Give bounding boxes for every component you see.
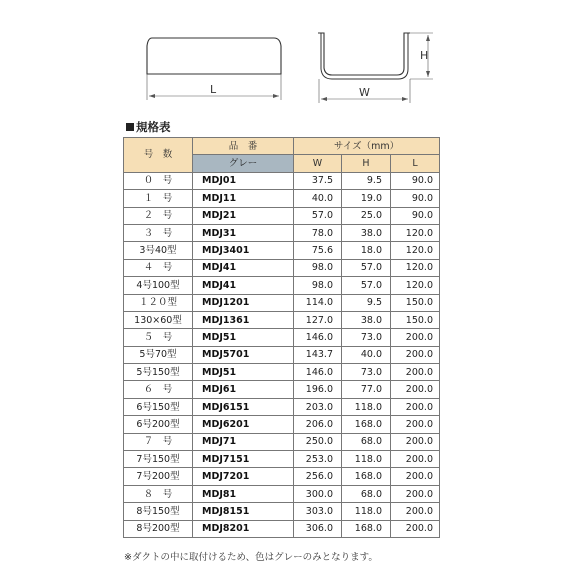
row-l-cell: 200.0: [391, 381, 440, 398]
row-l-cell: 150.0: [391, 294, 440, 311]
table-row: [124, 294, 440, 311]
row-l-cell: 120.0: [391, 259, 440, 276]
height-dimension-label: H: [420, 49, 429, 62]
header-color-gray: グレー: [193, 155, 294, 172]
table-row: [124, 364, 440, 381]
table-row: [124, 416, 440, 433]
row-name-cell: 6号150型: [124, 398, 193, 415]
table-body: [124, 172, 440, 537]
row-l-cell: 200.0: [391, 433, 440, 450]
row-name-cell: 5号150型: [124, 364, 193, 381]
row-h-cell: 73.0: [342, 364, 391, 381]
row-w-cell: 146.0: [294, 364, 342, 381]
row-l-cell: 200.0: [391, 485, 440, 502]
row-l-cell: 90.0: [391, 190, 440, 207]
length-dimension-label: L: [210, 83, 217, 96]
table-row: [124, 242, 440, 259]
row-l-cell: 200.0: [391, 346, 440, 363]
row-h-cell: 118.0: [342, 503, 391, 520]
row-name-cell: ２ 号: [124, 207, 193, 224]
header-product-code: 品 番: [193, 138, 294, 155]
row-w-cell: 256.0: [294, 468, 342, 485]
row-code-cell: MDJ11: [193, 190, 294, 207]
row-code-cell: MDJ6201: [193, 416, 294, 433]
spec-table: [123, 137, 440, 538]
header-l: L: [391, 155, 440, 172]
row-name-cell: 8号200型: [124, 520, 193, 537]
row-name-cell: ６ 号: [124, 381, 193, 398]
row-h-cell: 9.5: [342, 294, 391, 311]
row-l-cell: 90.0: [391, 207, 440, 224]
table-row: [124, 520, 440, 537]
row-h-cell: 18.0: [342, 242, 391, 259]
row-l-cell: 200.0: [391, 520, 440, 537]
row-w-cell: 306.0: [294, 520, 342, 537]
product-drawings: [0, 0, 564, 110]
section-title-text: 規格表: [136, 120, 171, 134]
row-h-cell: 73.0: [342, 329, 391, 346]
row-l-cell: 120.0: [391, 242, 440, 259]
row-code-cell: MDJ01: [193, 172, 294, 189]
row-code-cell: MDJ81: [193, 485, 294, 502]
row-w-cell: 253.0: [294, 451, 342, 468]
header-number: 号 数: [124, 138, 193, 173]
row-code-cell: MDJ71: [193, 433, 294, 450]
table-row: [124, 207, 440, 224]
row-w-cell: 78.0: [294, 224, 342, 241]
row-code-cell: MDJ7201: [193, 468, 294, 485]
table-row: [124, 451, 440, 468]
row-w-cell: 40.0: [294, 190, 342, 207]
row-h-cell: 38.0: [342, 311, 391, 328]
row-l-cell: 200.0: [391, 451, 440, 468]
row-name-cell: 7号200型: [124, 468, 193, 485]
row-w-cell: 300.0: [294, 485, 342, 502]
table-row: [124, 329, 440, 346]
row-name-cell: 5号70型: [124, 346, 193, 363]
row-name-cell: １ 号: [124, 190, 193, 207]
row-l-cell: 200.0: [391, 329, 440, 346]
table-row: [124, 277, 440, 294]
table-row: [124, 259, 440, 276]
row-h-cell: 57.0: [342, 277, 391, 294]
row-name-cell: ０ 号: [124, 172, 193, 189]
row-w-cell: 114.0: [294, 294, 342, 311]
row-name-cell: ３ 号: [124, 224, 193, 241]
table-header-row: [124, 138, 440, 155]
row-name-cell: １２０型: [124, 294, 193, 311]
square-bullet-icon: [126, 123, 134, 131]
header-size: サイズ（mm）: [294, 138, 440, 155]
row-code-cell: MDJ51: [193, 364, 294, 381]
row-h-cell: 68.0: [342, 433, 391, 450]
table-row: [124, 433, 440, 450]
row-name-cell: ４ 号: [124, 259, 193, 276]
row-name-cell: 8号150型: [124, 503, 193, 520]
footnote: ※ダクトの中に取付けるため、色はグレーのみとなります。: [124, 552, 378, 563]
row-h-cell: 57.0: [342, 259, 391, 276]
row-w-cell: 250.0: [294, 433, 342, 450]
row-l-cell: 120.0: [391, 277, 440, 294]
row-code-cell: MDJ41: [193, 277, 294, 294]
cross-section-drawing: [318, 33, 433, 103]
row-name-cell: 3号40型: [124, 242, 193, 259]
row-w-cell: 203.0: [294, 398, 342, 415]
width-dimension-label: W: [359, 86, 370, 99]
row-w-cell: 206.0: [294, 416, 342, 433]
row-w-cell: 37.5: [294, 172, 342, 189]
row-h-cell: 168.0: [342, 416, 391, 433]
table-row: [124, 503, 440, 520]
row-l-cell: 90.0: [391, 172, 440, 189]
row-l-cell: 200.0: [391, 398, 440, 415]
row-name-cell: 130×60型: [124, 311, 193, 328]
table-row: [124, 381, 440, 398]
table-row: [124, 468, 440, 485]
row-h-cell: 118.0: [342, 451, 391, 468]
row-code-cell: MDJ41: [193, 259, 294, 276]
table-row: [124, 224, 440, 241]
table-row: [124, 398, 440, 415]
row-w-cell: 146.0: [294, 329, 342, 346]
row-code-cell: MDJ6151: [193, 398, 294, 415]
row-name-cell: ７ 号: [124, 433, 193, 450]
row-name-cell: ５ 号: [124, 329, 193, 346]
row-l-cell: 200.0: [391, 468, 440, 485]
row-w-cell: 98.0: [294, 259, 342, 276]
row-code-cell: MDJ8151: [193, 503, 294, 520]
section-title: [126, 119, 171, 135]
row-h-cell: 77.0: [342, 381, 391, 398]
row-name-cell: ８ 号: [124, 485, 193, 502]
table-row: [124, 172, 440, 189]
row-h-cell: 168.0: [342, 468, 391, 485]
row-w-cell: 127.0: [294, 311, 342, 328]
row-h-cell: 40.0: [342, 346, 391, 363]
row-name-cell: 6号200型: [124, 416, 193, 433]
row-w-cell: 143.7: [294, 346, 342, 363]
row-code-cell: MDJ1201: [193, 294, 294, 311]
row-h-cell: 68.0: [342, 485, 391, 502]
table-row: [124, 311, 440, 328]
row-code-cell: MDJ1361: [193, 311, 294, 328]
row-name-cell: 4号100型: [124, 277, 193, 294]
row-w-cell: 98.0: [294, 277, 342, 294]
row-h-cell: 9.5: [342, 172, 391, 189]
row-code-cell: MDJ3401: [193, 242, 294, 259]
row-name-cell: 7号150型: [124, 451, 193, 468]
row-h-cell: 38.0: [342, 224, 391, 241]
row-code-cell: MDJ5701: [193, 346, 294, 363]
row-l-cell: 200.0: [391, 364, 440, 381]
row-code-cell: MDJ8201: [193, 520, 294, 537]
row-w-cell: 196.0: [294, 381, 342, 398]
row-code-cell: MDJ61: [193, 381, 294, 398]
table-row: [124, 190, 440, 207]
header-h: H: [342, 155, 391, 172]
row-l-cell: 120.0: [391, 224, 440, 241]
row-code-cell: MDJ7151: [193, 451, 294, 468]
row-l-cell: 200.0: [391, 416, 440, 433]
row-h-cell: 19.0: [342, 190, 391, 207]
row-code-cell: MDJ51: [193, 329, 294, 346]
header-w: W: [294, 155, 342, 172]
table-row: [124, 485, 440, 502]
row-h-cell: 168.0: [342, 520, 391, 537]
row-w-cell: 57.0: [294, 207, 342, 224]
row-w-cell: 303.0: [294, 503, 342, 520]
row-l-cell: 200.0: [391, 503, 440, 520]
row-h-cell: 25.0: [342, 207, 391, 224]
row-h-cell: 118.0: [342, 398, 391, 415]
table-row: [124, 346, 440, 363]
row-code-cell: MDJ31: [193, 224, 294, 241]
row-code-cell: MDJ21: [193, 207, 294, 224]
row-w-cell: 75.6: [294, 242, 342, 259]
row-l-cell: 150.0: [391, 311, 440, 328]
